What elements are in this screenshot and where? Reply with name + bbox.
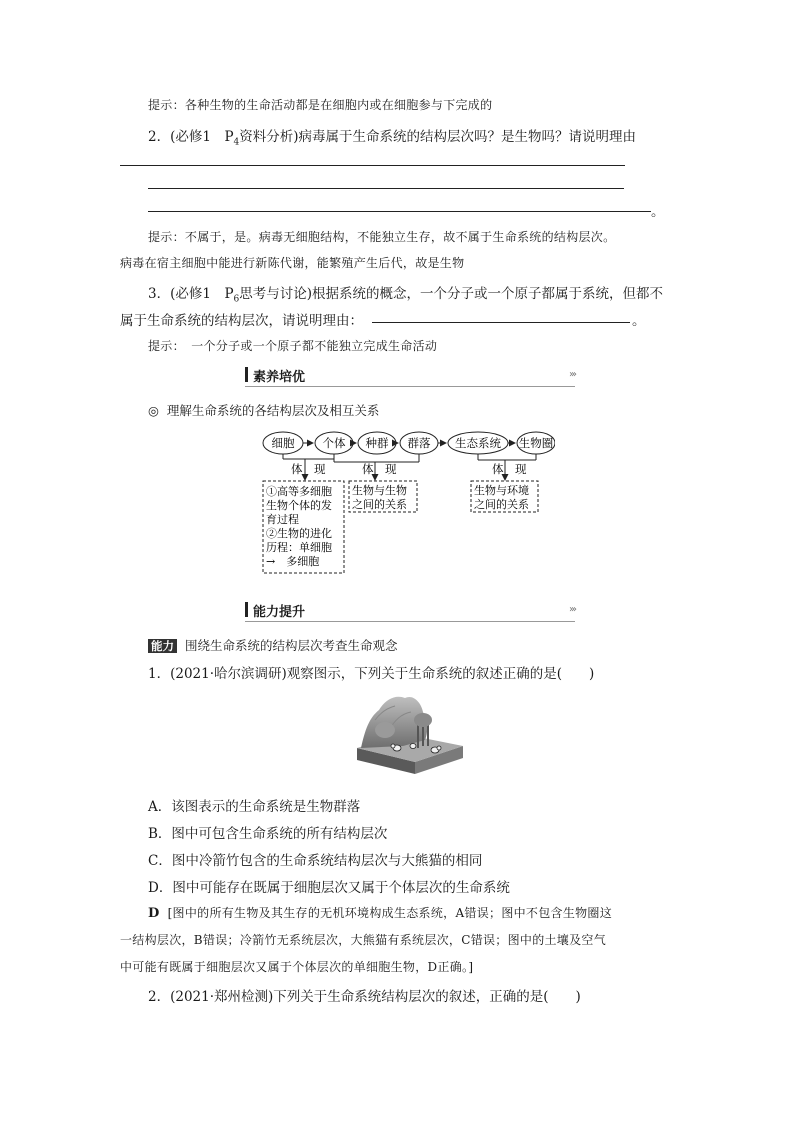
section-rule <box>245 621 575 622</box>
q3-answer-line <box>372 322 630 323</box>
box1-line: 育过程 <box>266 513 299 526</box>
answer-line-3-text: 中可能有既属于细胞层次又属于个体层次的单细胞生物，D正确。] <box>120 960 474 974</box>
box3-line: 之间的关系 <box>474 498 529 511</box>
answer-text: [图中的所有生物及其生存的无机环境构成生态系统，A错误；图中不包含生物圈这 <box>167 906 613 920</box>
question-2 <box>148 125 636 148</box>
tixian-label: 体 现 <box>362 462 397 476</box>
box1-line: 生物个体的发 <box>266 499 332 512</box>
node-label: 生物圈 <box>518 436 554 450</box>
ability-heading <box>148 636 398 654</box>
q3-end-mark: 。 <box>632 313 646 329</box>
q2-subscript: 4 <box>233 137 240 148</box>
section-title: 素养培优 <box>253 370 306 385</box>
q2-hint-line-1: 提示：不属于，是。病毒无细胞结构，不能独立生存，故不属于生命系统的结构层次。 <box>148 230 616 244</box>
node-label: 群落 <box>407 436 431 450</box>
answer-line-1-text <box>148 904 612 921</box>
node-label: 个体 <box>322 436 346 450</box>
answer-line-2 <box>148 188 624 189</box>
section-bar-marker <box>245 367 248 382</box>
q2-prefix: 2．(必修1 P <box>148 129 234 145</box>
chevron-icon: ››› <box>569 369 575 380</box>
option-a: A．该图表示的生命系统是生物群落 <box>148 799 361 815</box>
panda <box>410 744 416 749</box>
hierarchy-diagram <box>255 425 555 575</box>
foliage <box>375 722 395 738</box>
node-label: 生态系统 <box>455 436 501 450</box>
box2-line: 之间的关系 <box>352 498 407 511</box>
tixian-label: 体 现 <box>291 462 326 476</box>
question-3-line-1 <box>148 282 663 305</box>
problem-1-stem: 1．(2021·哈尔滨调研)观察图示，下列关于生命系统的叙述正确的是( ) <box>148 666 595 682</box>
section-header-suyang <box>245 366 575 384</box>
node-label: 种群 <box>365 436 389 450</box>
answer-line-2-text: 一结构层次，B错误；冷箭竹无系统层次，大熊猫有系统层次，C错误；图中的土壤及空气 <box>120 933 607 947</box>
problem-2-stem: 2．(2021·郑州检测)下列关于生命系统结构层次的叙述，正确的是( ) <box>148 989 581 1005</box>
box3-line: 生物与环境 <box>474 484 529 497</box>
option-b: B．图中可包含生命系统的所有结构层次 <box>148 826 388 842</box>
q2-hint-line-2: 病毒在宿主细胞中能进行新陈代谢，能繁殖产生后代，故是生物 <box>120 256 465 270</box>
q3-hint: 提示： 一个分子或一个原子都不能独立完成生命活动 <box>148 339 438 353</box>
foliage <box>414 713 432 727</box>
panda-landscape-image <box>355 690 465 776</box>
understand-heading <box>148 401 379 419</box>
box2-line: 生物与生物 <box>352 484 407 497</box>
q3-rest: 思考与讨论)根据系统的概念，一个分子或一个原子都属于系统，但都不 <box>239 286 664 302</box>
q3-subscript: 6 <box>233 294 240 305</box>
panda-head <box>391 744 395 748</box>
section-header-nengli <box>245 601 575 619</box>
chevron-icon: ››› <box>569 604 575 615</box>
understand-title: 理解生命系统的各结构层次及相互关系 <box>166 403 380 418</box>
box1-line: 历程：单细胞 <box>266 541 332 554</box>
section-title: 能力提升 <box>253 605 306 620</box>
box1-line: → 多细胞 <box>266 555 320 568</box>
question-3-line-2: 属于生命系统的结构层次，请说明理由： <box>120 313 363 329</box>
q3-prefix: 3．(必修1 P <box>148 286 234 302</box>
ability-tag: 能力 <box>148 639 177 653</box>
box1-line: ②生物的进化 <box>266 527 332 540</box>
box1-line: ①高等多细胞 <box>266 485 332 498</box>
option-d: D．图中可能存在既属于细胞层次又属于个体层次的生命系统 <box>148 880 510 896</box>
q2-rest: 资料分析)病毒属于生命系统的结构层次吗？是生物吗？请说明理由 <box>239 129 637 145</box>
circle-marker-icon: ◎ <box>148 403 159 418</box>
node-label: 细胞 <box>271 436 295 450</box>
answer-line-1 <box>120 165 625 166</box>
panda-head <box>437 746 441 750</box>
option-c: C．图中冷箭竹包含的生命系统结构层次与大熊猫的相同 <box>148 853 483 869</box>
tixian-label: 体 现 <box>492 462 527 476</box>
bamboo <box>427 724 429 746</box>
section-rule <box>245 386 575 387</box>
ability-title: 围绕生命系统的结构层次考查生命观念 <box>184 638 398 653</box>
hint-1: 提示：各种生物的生命活动都是在细胞内或在细胞参与下完成的 <box>148 98 493 112</box>
answer-letter: D <box>148 906 160 921</box>
answer-line-3 <box>148 211 651 212</box>
answer-end-mark: 。 <box>651 204 665 220</box>
section-bar-marker <box>245 602 248 617</box>
